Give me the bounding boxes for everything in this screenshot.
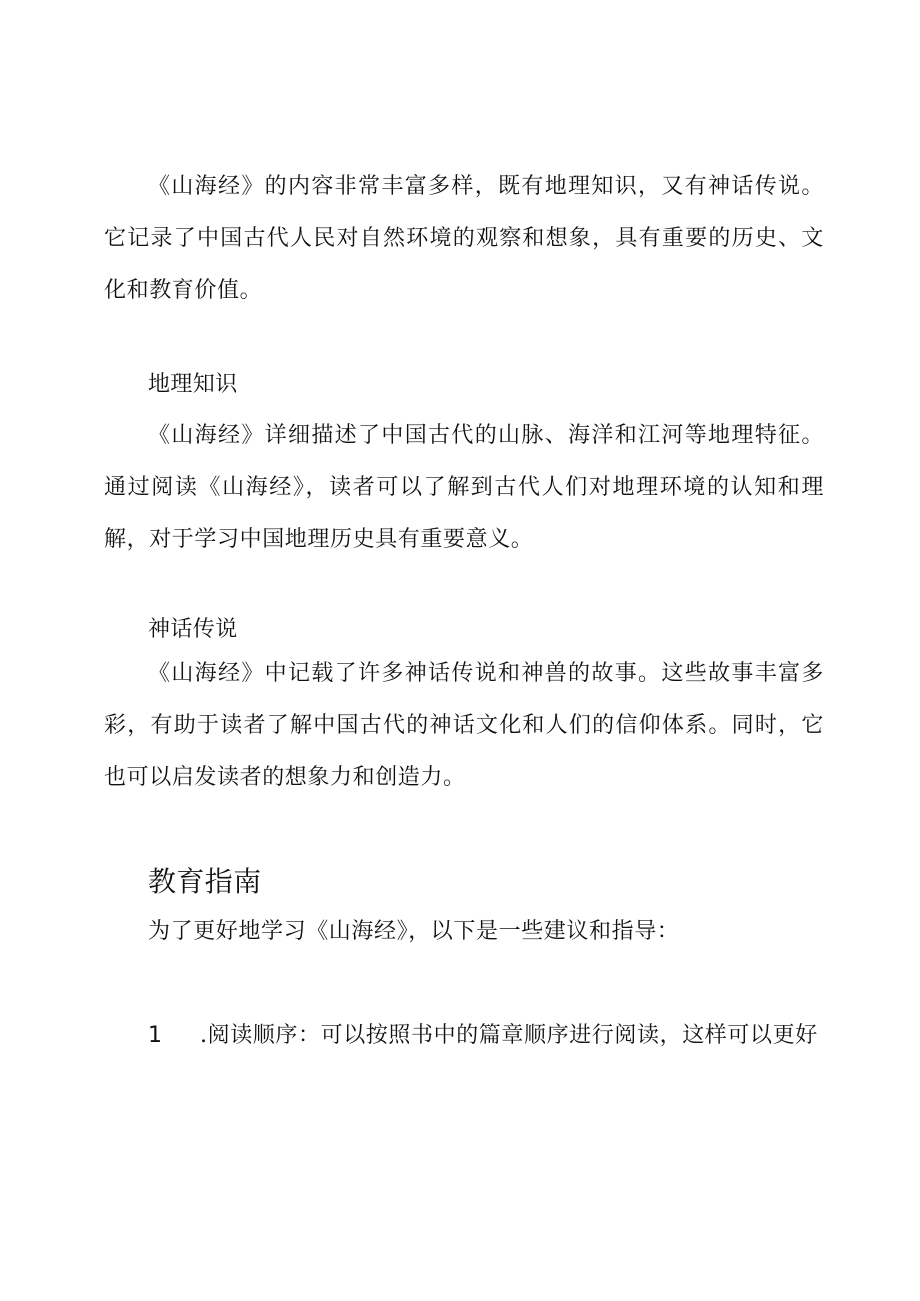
intro-paragraph: 《山海经》的内容非常丰富多样，既有地理知识，又有神话传说。它记录了中国古代人民对自然环境的观察和想象，具有重要的历史、文化和教育价值。 [104,174,824,303]
mythology-paragraph: 《山海经》中记载了许多神话传说和神兽的故事。这些故事丰富多彩，有助于读者了解中国古代的神话文化和人们的信仰体系。同时，它也可以启发读者的想象力和创造力。 [104,661,824,790]
section-heading-geography: 地理知识 [148,372,238,397]
list-item-number: 1 [148,1023,163,1048]
list-item-text: .阅读顺序：可以按照书中的篇章顺序进行阅读，这样可以更好 [200,1023,818,1048]
section-heading-education: 教育指南 [148,865,262,898]
geography-paragraph: 《山海经》详细描述了中国古代的山脉、海洋和江河等地理特征。通过阅读《山海经》，读者可以了解到古代人们对地理环境的认知和理解，对于学习中国地理历史具有重要意义。 [104,423,824,552]
section-heading-mythology: 神话传说 [148,617,238,642]
education-intro: 为了更好地学习《山海经》，以下是一些建议和指导： [148,919,680,944]
